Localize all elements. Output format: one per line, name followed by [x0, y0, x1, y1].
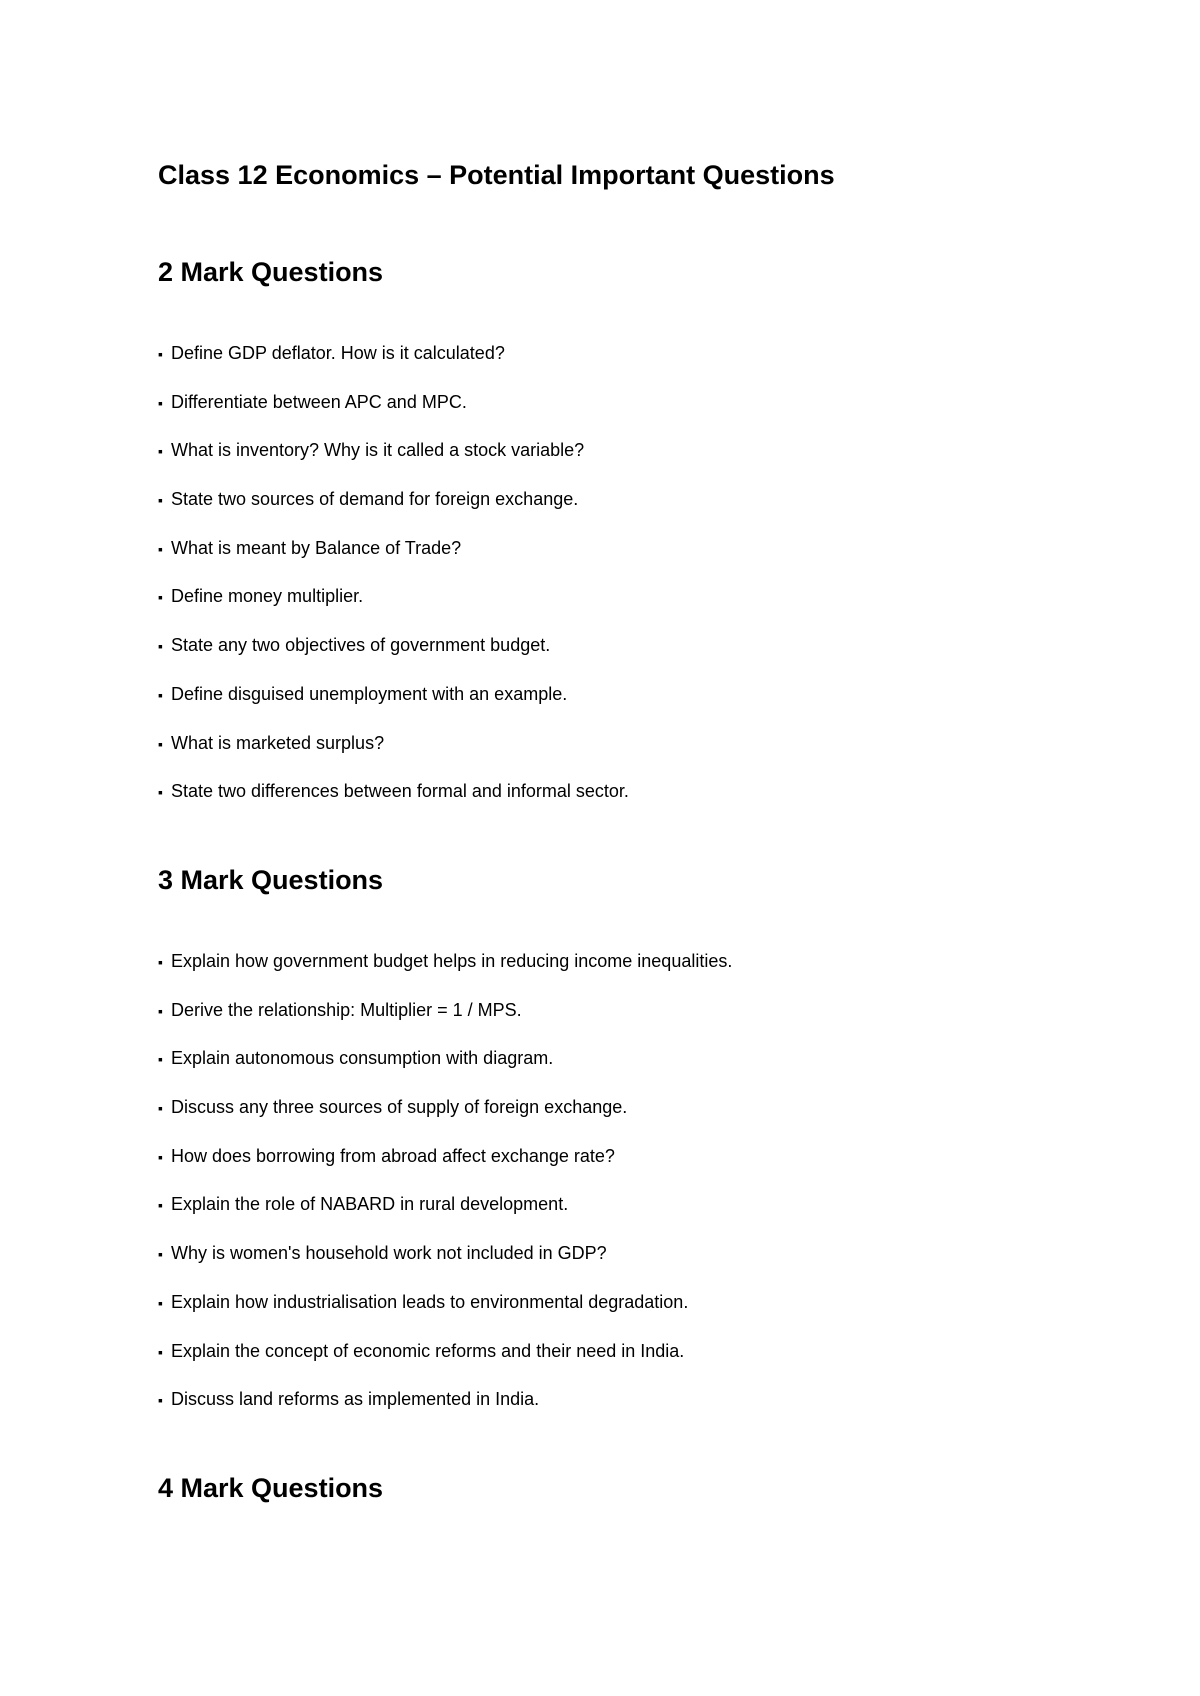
bullet-icon: ▪ [158, 1392, 163, 1409]
question-text: Derive the relationship: Multiplier = 1 / MPS. [171, 999, 522, 1020]
question-list-2-mark [158, 340, 629, 827]
bullet-icon: ▪ [158, 1100, 163, 1117]
bullet-icon: ▪ [158, 589, 163, 606]
bullet-icon: ▪ [158, 1246, 163, 1263]
list-item [158, 997, 732, 1046]
bullet-icon: ▪ [158, 346, 163, 362]
list-item [158, 389, 629, 438]
bullet-icon: ▪ [158, 394, 163, 411]
list-item [158, 1045, 732, 1094]
question-text: Explain how government budget helps in reducing income inequalities. [171, 951, 733, 971]
bullet-icon: ▪ [158, 443, 163, 460]
section-heading-3-mark: 3 Mark Questions [158, 865, 384, 895]
bullet-icon: ▪ [158, 1051, 163, 1068]
list-item [158, 1386, 732, 1435]
bullet-icon: ▪ [158, 492, 163, 509]
list-item [158, 1338, 732, 1387]
section-heading-2-mark: 2 Mark Questions [158, 257, 384, 287]
bullet-icon: ▪ [158, 1148, 163, 1165]
bullet-icon: ▪ [158, 686, 163, 703]
bullet-icon: ▪ [158, 1343, 163, 1360]
question-list-3-mark [158, 948, 732, 1435]
bullet-icon: ▪ [158, 1197, 163, 1214]
bullet-icon: ▪ [158, 1294, 163, 1311]
list-item [158, 948, 732, 997]
question-text: What is marketed surplus? [171, 732, 385, 753]
list-item [158, 535, 629, 584]
section-heading-4-mark: 4 Mark Questions [158, 1473, 384, 1503]
list-item [158, 1240, 732, 1289]
list-item [158, 1094, 732, 1143]
question-text: Define money multiplier. [171, 586, 364, 607]
list-item [158, 730, 629, 779]
question-text: Explain the concept of economic reforms and their need in India. [171, 1340, 685, 1361]
list-item [158, 632, 629, 681]
question-text: Explain how industrialisation leads to environmental degradation. [171, 1291, 689, 1312]
list-item [158, 486, 629, 535]
question-text: What is inventory? Why is it called a stock variable? [171, 440, 585, 461]
question-text: Why is women's household work not included in GDP? [171, 1243, 607, 1264]
bullet-icon: ▪ [158, 638, 163, 655]
question-text: State any two objectives of government budget. [171, 635, 551, 656]
list-item [158, 681, 629, 730]
bullet-icon: ▪ [158, 735, 163, 752]
question-text: Discuss land reforms as implemented in India. [171, 1389, 540, 1410]
list-item [158, 437, 629, 486]
list-item [158, 583, 629, 632]
list-item [158, 1289, 732, 1338]
bullet-icon: ▪ [158, 1002, 163, 1019]
question-text: State two differences between formal and informal sector. [171, 781, 629, 802]
bullet-icon: ▪ [158, 540, 163, 557]
document-title: Class 12 Economics – Potential Important Questions [158, 160, 835, 190]
question-text: How does borrowing from abroad affect exchange rate? [171, 1145, 615, 1166]
list-item [158, 1191, 732, 1240]
bullet-icon: ▪ [158, 784, 163, 801]
question-text: What is meant by Balance of Trade? [171, 537, 462, 558]
question-text: Explain the role of NABARD in rural development. [171, 1194, 569, 1215]
question-text: Define disguised unemployment with an example. [171, 683, 568, 704]
list-item [158, 1143, 732, 1192]
question-text: State two sources of demand for foreign exchange. [171, 489, 579, 510]
question-text: Differentiate between APC and MPC. [171, 391, 467, 412]
list-item [158, 340, 629, 389]
bullet-icon: ▪ [158, 954, 163, 970]
list-item [158, 778, 629, 827]
question-text: Explain autonomous consumption with diagram. [171, 1048, 554, 1069]
question-text: Define GDP deflator. How is it calculated? [171, 343, 505, 363]
question-text: Discuss any three sources of supply of foreign exchange. [171, 1097, 628, 1118]
